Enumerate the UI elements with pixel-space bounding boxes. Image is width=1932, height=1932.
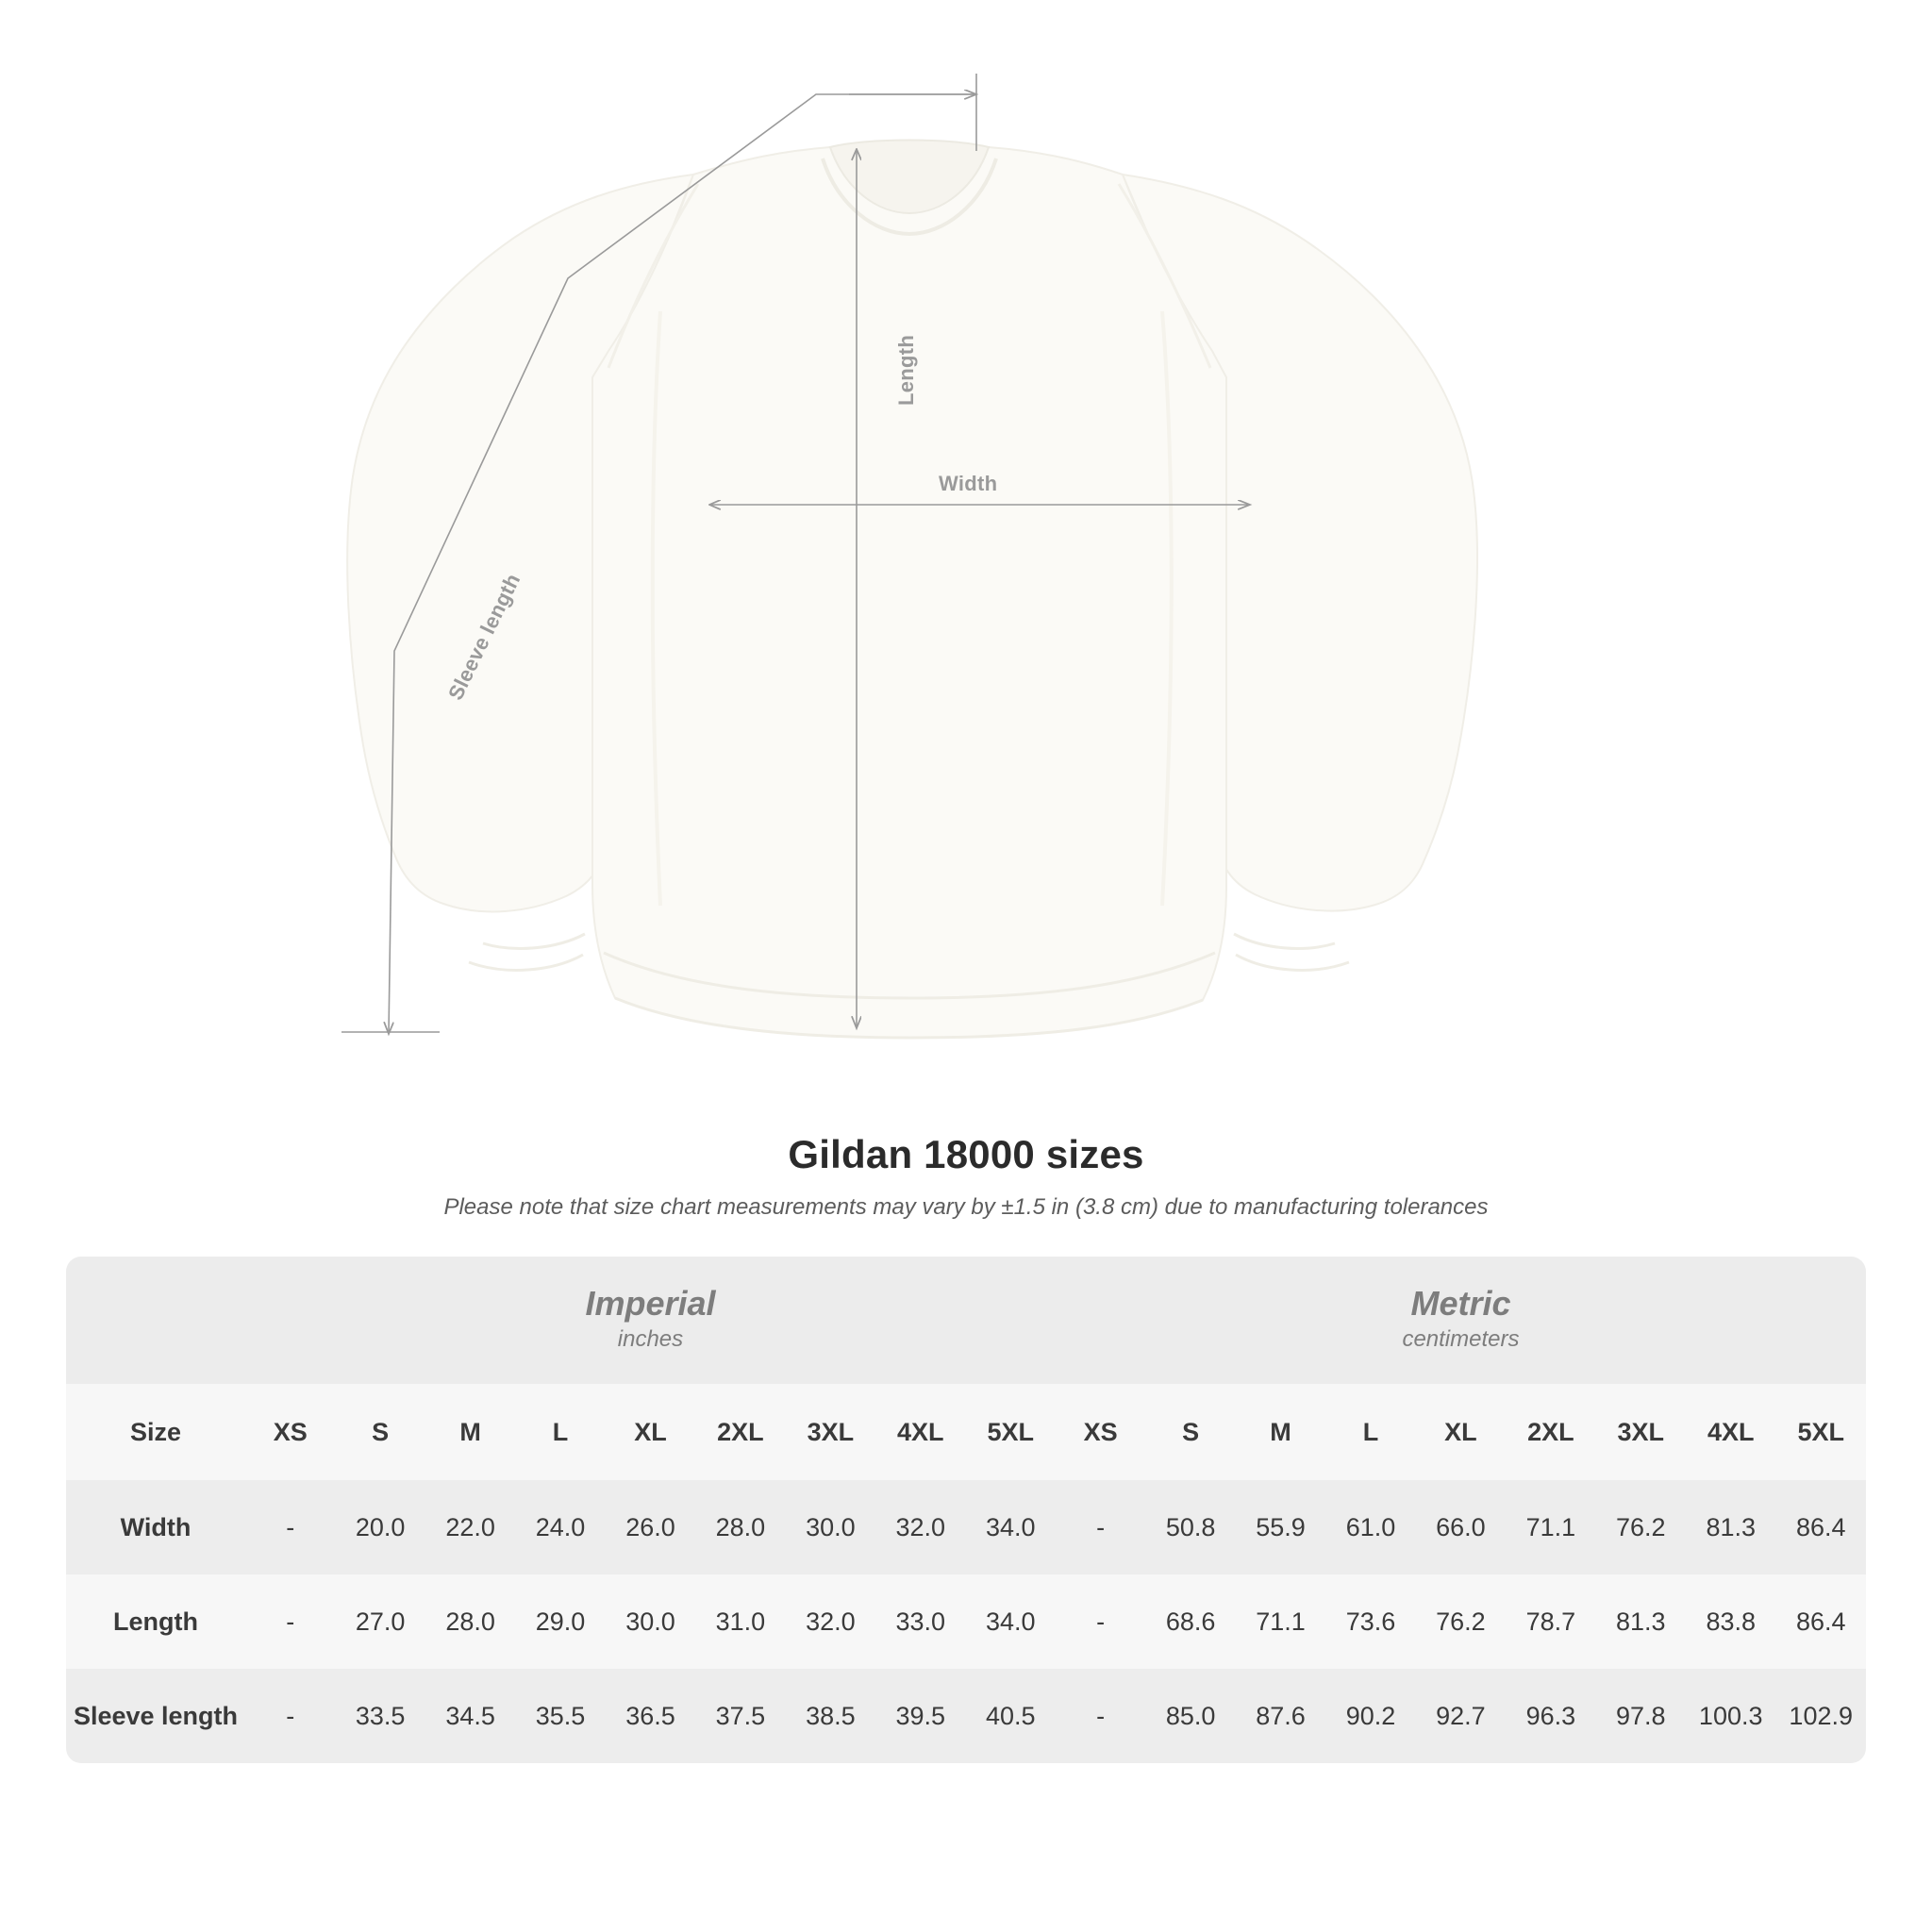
col-header-metric-5xl: 5XL [1775, 1384, 1866, 1480]
col-header-metric-s: S [1145, 1384, 1235, 1480]
cell-length-imperial-xl: 30.0 [606, 1574, 695, 1669]
col-header-imperial-l: L [515, 1384, 605, 1480]
cell-width-metric-l: 61.0 [1325, 1480, 1415, 1574]
cell-sleeve-metric-xl: 92.7 [1416, 1669, 1506, 1763]
cell-width-imperial-xs: - [245, 1480, 335, 1574]
cell-length-imperial-2xl: 31.0 [695, 1574, 785, 1669]
cell-sleeve-metric-4xl: 100.3 [1686, 1669, 1775, 1763]
cell-length-imperial-4xl: 33.0 [875, 1574, 965, 1669]
cell-sleeve-imperial-m: 34.5 [425, 1669, 515, 1763]
cell-width-imperial-2xl: 28.0 [695, 1480, 785, 1574]
cell-length-imperial-m: 28.0 [425, 1574, 515, 1669]
units-row [66, 1257, 1866, 1384]
cell-sleeve-metric-xs: - [1056, 1669, 1145, 1763]
cell-length-metric-3xl: 81.3 [1596, 1574, 1686, 1669]
width-label: Width [939, 472, 998, 495]
table-row [66, 1574, 1866, 1669]
cell-length-imperial-s: 27.0 [335, 1574, 425, 1669]
col-header-imperial-xl: XL [606, 1384, 695, 1480]
imperial-unit-sub: inches [617, 1326, 684, 1353]
col-header-metric-xs: XS [1056, 1384, 1145, 1480]
cell-width-imperial-l: 24.0 [515, 1480, 605, 1574]
cell-sleeve-metric-5xl: 102.9 [1775, 1669, 1866, 1763]
cell-width-metric-s: 50.8 [1145, 1480, 1235, 1574]
size-chart-table [66, 1257, 1866, 1763]
cell-width-metric-5xl: 86.4 [1775, 1480, 1866, 1574]
cell-width-metric-m: 55.9 [1236, 1480, 1325, 1574]
cell-sleeve-imperial-4xl: 39.5 [875, 1669, 965, 1763]
col-header-metric-m: M [1236, 1384, 1325, 1480]
cell-length-metric-xs: - [1056, 1574, 1145, 1669]
cell-sleeve-metric-3xl: 97.8 [1596, 1669, 1686, 1763]
col-header-metric-3xl: 3XL [1596, 1384, 1686, 1480]
cell-width-imperial-xl: 26.0 [606, 1480, 695, 1574]
cell-length-metric-s: 68.6 [1145, 1574, 1235, 1669]
size-header-label: Size [66, 1384, 245, 1480]
cell-sleeve-metric-m: 87.6 [1236, 1669, 1325, 1763]
imperial-unit-name: Imperial [585, 1283, 716, 1323]
table-row [66, 1480, 1866, 1574]
cell-length-imperial-5xl: 34.0 [966, 1574, 1056, 1669]
title-block [0, 1132, 1932, 1221]
cell-length-imperial-l: 29.0 [515, 1574, 605, 1669]
cell-length-metric-m: 71.1 [1236, 1574, 1325, 1669]
cell-sleeve-imperial-3xl: 38.5 [786, 1669, 875, 1763]
col-header-metric-l: L [1325, 1384, 1415, 1480]
metric-unit-cell [1056, 1257, 1866, 1384]
cell-sleeve-imperial-l: 35.5 [515, 1669, 605, 1763]
cell-length-metric-5xl: 86.4 [1775, 1574, 1866, 1669]
cell-width-imperial-3xl: 30.0 [786, 1480, 875, 1574]
cell-length-metric-4xl: 83.8 [1686, 1574, 1775, 1669]
imperial-unit-cell [245, 1257, 1056, 1384]
col-header-imperial-4xl: 4XL [875, 1384, 965, 1480]
sleeve-length-label: Sleeve length [443, 570, 525, 704]
table-row [66, 1669, 1866, 1763]
cell-sleeve-metric-2xl: 96.3 [1506, 1669, 1595, 1763]
row-label-width: Width [66, 1480, 245, 1574]
cell-width-imperial-m: 22.0 [425, 1480, 515, 1574]
cell-length-imperial-xs: - [245, 1574, 335, 1669]
cell-width-imperial-s: 20.0 [335, 1480, 425, 1574]
tolerance-note: Please note that size chart measurements may vary by ±1.5 in (3.8 cm) due to manufacturing tolerances [443, 1194, 1489, 1220]
cell-width-metric-2xl: 71.1 [1506, 1480, 1595, 1574]
cell-width-metric-xs: - [1056, 1480, 1145, 1574]
col-header-metric-4xl: 4XL [1686, 1384, 1775, 1480]
cell-sleeve-metric-l: 90.2 [1325, 1669, 1415, 1763]
row-label-length: Length [66, 1574, 245, 1669]
cell-sleeve-imperial-2xl: 37.5 [695, 1669, 785, 1763]
col-header-metric-xl: XL [1416, 1384, 1506, 1480]
metric-unit-sub: centimeters [1402, 1326, 1520, 1353]
row-label-sleeve-length: Sleeve length [66, 1669, 245, 1763]
units-spacer [66, 1257, 245, 1384]
cell-length-metric-2xl: 78.7 [1506, 1574, 1595, 1669]
col-header-imperial-m: M [425, 1384, 515, 1480]
cell-sleeve-imperial-xs: - [245, 1669, 335, 1763]
cell-width-metric-3xl: 76.2 [1596, 1480, 1686, 1574]
cell-width-metric-xl: 66.0 [1416, 1480, 1506, 1574]
cell-length-metric-l: 73.6 [1325, 1574, 1415, 1669]
cell-width-metric-4xl: 81.3 [1686, 1480, 1775, 1574]
metric-unit-name: Metric [1410, 1283, 1511, 1323]
cell-sleeve-imperial-5xl: 40.5 [966, 1669, 1056, 1763]
cell-length-metric-xl: 76.2 [1416, 1574, 1506, 1669]
page-title: Gildan 18000 sizes [788, 1132, 1144, 1176]
cell-length-imperial-3xl: 32.0 [786, 1574, 875, 1669]
col-header-imperial-xs: XS [245, 1384, 335, 1480]
cell-width-imperial-4xl: 32.0 [875, 1480, 965, 1574]
col-header-imperial-2xl: 2XL [695, 1384, 785, 1480]
col-header-imperial-s: S [335, 1384, 425, 1480]
length-label: Length [894, 334, 918, 406]
cell-sleeve-imperial-s: 33.5 [335, 1669, 425, 1763]
col-header-imperial-3xl: 3XL [786, 1384, 875, 1480]
cell-sleeve-metric-s: 85.0 [1145, 1669, 1235, 1763]
cell-sleeve-imperial-xl: 36.5 [606, 1669, 695, 1763]
col-header-metric-2xl: 2XL [1506, 1384, 1595, 1480]
cell-width-imperial-5xl: 34.0 [966, 1480, 1056, 1574]
size-header-row [66, 1384, 1866, 1480]
col-header-imperial-5xl: 5XL [966, 1384, 1056, 1480]
